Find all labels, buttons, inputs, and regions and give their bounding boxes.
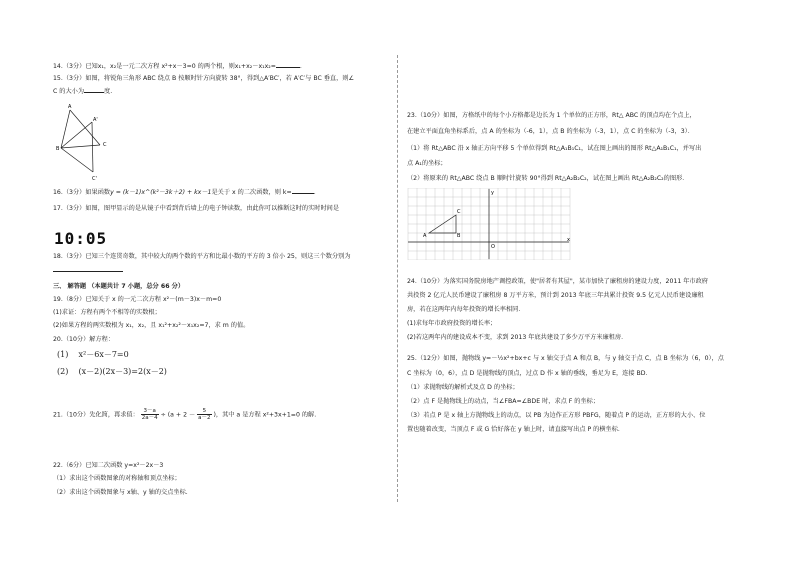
question-15-line1: 15.（3分）如图，将锐角三角形 ABC 绕点 B 按顺时针方向旋转 38°，得到△A′BC′，若 A′C′与 BC 垂直，则∠ bbox=[53, 75, 355, 82]
question-25-line4: （2）点 F 是抛物线上的动点，当∠FBA=∠BDE 时，求点 F 的坐标； bbox=[407, 398, 600, 405]
question-22-part1: （1）求出这个函数图象的对称轴和顶点坐标； bbox=[53, 475, 181, 482]
question-22-part2: （2）求出这个函数图象与 x轴、y 轴的交点坐标. bbox=[53, 489, 188, 496]
question-24-line5: (2)若这两年内的建设成本不变，求到 2013 年底共建设了多少万平方米廉租房． bbox=[407, 334, 628, 341]
answer-blank bbox=[53, 271, 123, 272]
origin-label: O bbox=[491, 244, 495, 250]
mirror-clock-display: 10:05 bbox=[54, 229, 108, 248]
question-18-line1: 18.（3分）已知三个连贯奇数，其中较大的两个数的平方和比最小数的平方的 3 倍小 25，则这三个数分别为 bbox=[53, 253, 351, 260]
question-24-line4: (1)求每年市政府投资的增长率； bbox=[407, 320, 497, 327]
question-24-line3: 房，若在这两年内每年投资的增长率相同． bbox=[407, 306, 525, 313]
question-15-line2: C 的大小为 度. bbox=[53, 88, 113, 95]
edge-bc-prime bbox=[61, 148, 93, 172]
question-20-title: 20.（10分）解方程： bbox=[53, 336, 115, 343]
x-axis-label: x bbox=[567, 237, 570, 243]
coordinate-grid bbox=[407, 188, 572, 260]
question-19-part1: (1)求证：方程有两个不相等的实数根； bbox=[53, 309, 161, 316]
point-b-label: B bbox=[457, 233, 461, 239]
point-a-label: A bbox=[423, 233, 427, 239]
question-20-equation2: (2) (x－2)(2x－3)=2(x－2) bbox=[57, 367, 167, 376]
question-25-line6: 置也随着改变，当顶点 F 或 G 恰好落在 y 轴上时，请直接写出点 P 的横坐标． bbox=[407, 426, 625, 433]
section-heading: 三、 解答题 （本题共计 7 小题，总分 66 分） bbox=[53, 283, 185, 290]
edge-ba-prime bbox=[61, 122, 92, 148]
question-24-line1: 24.（10分）为落实国务院房地产调控政策，使"居者有其屋"，某市加快了廉租房的建设力度，2011 年市政府 bbox=[407, 278, 708, 285]
question-23-line2: 在建立平面直角坐标系后，点 A 的坐标为（-6，1），点 B 的坐标为（-3，1），点 C 的坐标为（-3，3）． bbox=[407, 128, 694, 135]
answer-blank bbox=[292, 193, 314, 194]
question-24-line2: 共投资 2 亿元人民币建设了廉租房 8 万平方米，预计到 2013 年底三年共累计投资 9.5 亿元人民币建设廉租 bbox=[407, 292, 704, 299]
question-19-part2: (2)如果方程的两实数根为 x₁，x₂，且 x₁²+x₂²－x₁x₂=7，求 m 的值。 bbox=[53, 322, 250, 329]
label-b: B bbox=[56, 146, 60, 152]
answer-blank bbox=[84, 92, 104, 93]
question-18-line2 bbox=[53, 267, 123, 275]
question-20-equation1: (1) x²－6x－7=0 bbox=[57, 350, 129, 359]
question-23-line4: 点 A₁的坐标； bbox=[407, 160, 447, 167]
fraction-1: $\frac{3-a}{2a-4}$ bbox=[141, 408, 158, 422]
point-c-label: C bbox=[457, 209, 461, 215]
edge-a-prime-c-prime bbox=[92, 122, 93, 172]
question-23-line5: （2）将原来的 Rt△ABC 绕点 B 顺时针旋转 90°得到 Rt△A₂B₂C₂，试在图上画出 Rt△A₂B₂C₂的图形． bbox=[407, 175, 689, 182]
question-25-line5: （3）若点 P 是 x 轴上方抛物线上的动点，以 PB 为边作正方形 PBFG，随着点 P 的运动，正方形的大小、位 bbox=[407, 412, 706, 419]
edge-ab bbox=[61, 110, 70, 148]
question-23-line1: 23.（10分）如图，方格纸中的每个小方格都是边长为 1 个单位的正方形，Rt△ ABC 的顶点均在个点上， bbox=[407, 112, 696, 119]
column-divider bbox=[397, 55, 398, 502]
question-16: 16.（3分）如果函数y = (k－1)x^(k²－3k＋2) + kx－1是关于 x 的二次函数，则 k= . bbox=[53, 189, 316, 196]
question-17: 17.（3分）如图，图甲显示的是从镜子中看到背后墙上的电子钟读数，由此你可以推断这时的实时时间是 bbox=[53, 205, 340, 212]
answer-blank bbox=[276, 67, 300, 68]
question-14: 14.（3分）已知x₁，x₂是一元二次方程 x²+x－3=0 的两个根，则x₁+x₂－x₁x₂= . bbox=[53, 63, 302, 70]
question-21: 21.（10分）先化简，再求值： $\frac{3-a}{2a-4}$ ÷ (a + 2 － $\frac{5}{a-2}$ )，其中 a 是方程 x²+3x+1=0 的解. bbox=[53, 408, 317, 422]
y-axis-label: y bbox=[491, 190, 494, 196]
question-25-line1: 25.（12分）如图，抛物线 y=－½x²+bx+c 与 x 轴交于点 A 和点 B，与 y 轴交于点 C，点 B 坐标为（6，0），点 bbox=[407, 355, 724, 362]
question-23-line3: （1）将 Rt△ABC 沿 x 轴正方向平移 5 个单位得到 Rt△A₁B₁C₁，试在图上画出的图形 Rt△A₁B₁C₁，并写出 bbox=[407, 145, 702, 152]
label-c: C bbox=[103, 142, 107, 148]
edge-bc bbox=[61, 145, 100, 148]
question-22-title: 22.（6分）已知二次函数 y=x²－2x－3 bbox=[53, 462, 164, 469]
fraction-2: $\frac{5}{a-2}$ bbox=[198, 408, 211, 422]
label-a-prime: A' bbox=[93, 117, 98, 123]
question-25-line2: C 坐标为（0，6），点 D 是抛物线的顶点，过点 D 作 x 轴的垂线，垂足为 E，连接 BD． bbox=[407, 370, 652, 377]
label-a: A bbox=[68, 104, 72, 110]
question-19-title: 19.（8分）已知关于 x 的一元二次方程 x²－(m－3)x－m=0 bbox=[53, 296, 222, 303]
label-c-prime: C' bbox=[92, 176, 97, 182]
triangle-rotation-figure bbox=[56, 102, 118, 182]
question-25-line3: （1）求抛物线的解析式及点 D 的坐标； bbox=[407, 384, 519, 391]
